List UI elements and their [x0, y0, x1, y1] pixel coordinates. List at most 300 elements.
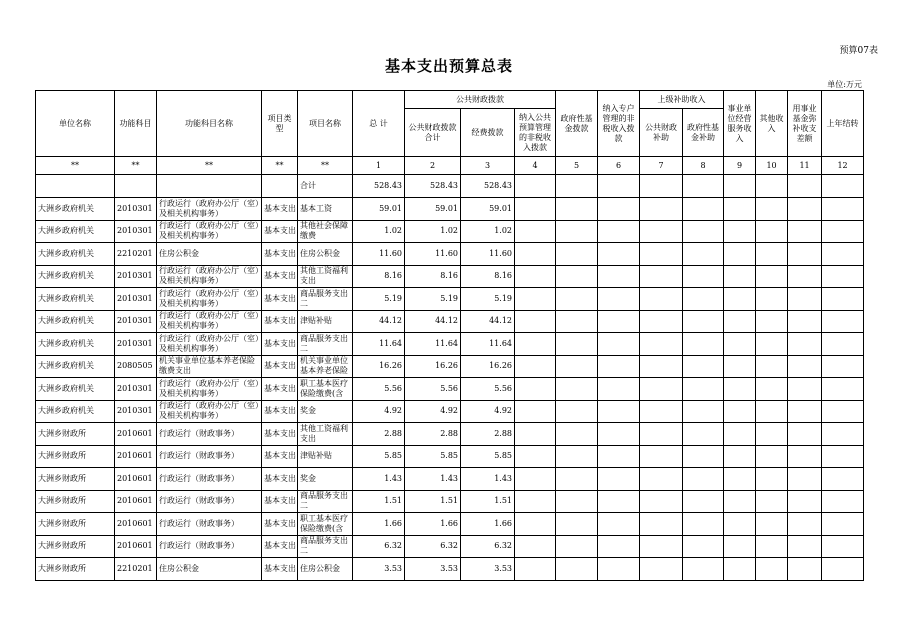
empty-cell — [515, 468, 556, 491]
proj-type-cell: 基本支出 — [262, 400, 298, 423]
total-cell: 5.56 — [353, 378, 405, 401]
func-name-cell: 行政运行（财政事务） — [157, 468, 262, 491]
empty-cell — [683, 535, 724, 558]
proj-name-cell: 商品服务支出二 — [298, 490, 353, 513]
table-cell — [157, 175, 262, 198]
header-fund-cover: 用事业基金弥补收支差额 — [788, 91, 822, 157]
proj-name-cell: 奖金 — [298, 400, 353, 423]
empty-cell — [822, 355, 864, 378]
header-superior: 上级补助收入 — [640, 91, 724, 109]
unit-name-cell: 大洲乡财政所 — [36, 513, 115, 536]
total-cell: 6.32 — [353, 535, 405, 558]
empty-cell — [756, 490, 788, 513]
empty-cell — [515, 198, 556, 221]
empty-cell — [822, 288, 864, 311]
empty-cell — [756, 310, 788, 333]
empty-cell — [788, 490, 822, 513]
funding-cell: 6.32 — [461, 535, 515, 558]
empty-cell — [598, 378, 640, 401]
func-name-cell: 行政运行（政府办公厅（室）及相关机构事务） — [157, 265, 262, 288]
budget-table — [35, 90, 864, 581]
empty-cell — [640, 423, 683, 446]
empty-cell — [556, 220, 598, 243]
empty-cell — [788, 558, 822, 581]
public-cell: 3.53 — [405, 558, 461, 581]
total-cell: 5.85 — [353, 445, 405, 468]
func-code-cell: 2010301 — [115, 378, 157, 401]
empty-cell — [640, 400, 683, 423]
proj-name-cell: 其他工资福利支出 — [298, 423, 353, 446]
empty-cell — [640, 265, 683, 288]
index-cell: 4 — [515, 157, 556, 175]
unit-name-cell: 大洲乡财政所 — [36, 468, 115, 491]
empty-cell — [556, 333, 598, 356]
empty-cell — [598, 265, 640, 288]
empty-cell — [756, 400, 788, 423]
funding-cell: 59.01 — [461, 198, 515, 221]
unit-name-cell: 大洲乡政府机关 — [36, 265, 115, 288]
public-cell: 16.26 — [405, 355, 461, 378]
func-name-cell: 行政运行（财政事务） — [157, 445, 262, 468]
empty-cell — [598, 220, 640, 243]
funding-cell: 16.26 — [461, 355, 515, 378]
proj-type-cell: 基本支出 — [262, 378, 298, 401]
empty-cell — [683, 558, 724, 581]
public-cell: 1.02 — [405, 220, 461, 243]
func-code-cell: 2010601 — [115, 535, 157, 558]
empty-cell — [788, 198, 822, 221]
empty-cell — [556, 243, 598, 266]
empty-cell — [683, 198, 724, 221]
total-public-value: 528.43 — [405, 175, 461, 198]
public-cell: 8.16 — [405, 265, 461, 288]
header-public-finance: 公共财政拨款 — [405, 91, 556, 109]
funding-cell: 1.43 — [461, 468, 515, 491]
empty-cell — [724, 288, 756, 311]
empty-cell — [724, 400, 756, 423]
empty-cell — [640, 535, 683, 558]
empty-cell — [724, 265, 756, 288]
header-non-tax: 纳入公共预算管理的非税收入拨款 — [515, 109, 556, 157]
total-cell: 4.92 — [353, 400, 405, 423]
empty-cell — [640, 288, 683, 311]
empty-cell — [788, 535, 822, 558]
empty-cell — [556, 445, 598, 468]
unit-name-cell: 大洲乡财政所 — [36, 558, 115, 581]
index-cell: 2 — [405, 157, 461, 175]
index-cell: 5 — [556, 157, 598, 175]
empty-cell — [556, 513, 598, 536]
empty-cell — [822, 220, 864, 243]
empty-cell — [683, 333, 724, 356]
empty-cell — [822, 243, 864, 266]
table-cell — [598, 175, 640, 198]
total-value: 528.43 — [353, 175, 405, 198]
proj-type-cell: 基本支出 — [262, 265, 298, 288]
empty-cell — [822, 445, 864, 468]
empty-cell — [640, 333, 683, 356]
table-cell — [788, 175, 822, 198]
header-proj-type: 项目类型 — [262, 91, 298, 157]
empty-cell — [724, 468, 756, 491]
table-row — [36, 378, 864, 401]
index-cell: 10 — [756, 157, 788, 175]
empty-cell — [683, 265, 724, 288]
empty-cell — [640, 490, 683, 513]
empty-cell — [724, 310, 756, 333]
func-name-cell: 行政运行（政府办公厅（室）及相关机构事务） — [157, 310, 262, 333]
table-cell — [262, 175, 298, 198]
header-superior-gov: 政府性基金补助 — [683, 109, 724, 157]
func-code-cell: 2010301 — [115, 265, 157, 288]
func-code-cell: 2210201 — [115, 243, 157, 266]
empty-cell — [515, 490, 556, 513]
func-code-cell: 2010601 — [115, 513, 157, 536]
unit-name-cell: 大洲乡政府机关 — [36, 378, 115, 401]
func-code-cell: 2010301 — [115, 400, 157, 423]
empty-cell — [788, 333, 822, 356]
header-func-name: 功能科目名称 — [157, 91, 262, 157]
proj-type-cell: 基本支出 — [262, 445, 298, 468]
empty-cell — [515, 265, 556, 288]
index-cell: 8 — [683, 157, 724, 175]
empty-cell — [640, 445, 683, 468]
empty-cell — [724, 220, 756, 243]
proj-name-cell: 基本工资 — [298, 198, 353, 221]
header-superior-public: 公共财政补助 — [640, 109, 683, 157]
empty-cell — [756, 355, 788, 378]
func-code-cell: 2010301 — [115, 220, 157, 243]
empty-cell — [788, 310, 822, 333]
header-funding: 经费拨款 — [461, 109, 515, 157]
index-row — [36, 157, 864, 175]
func-name-cell: 行政运行（政府办公厅（室）及相关机构事务） — [157, 333, 262, 356]
public-cell: 6.32 — [405, 535, 461, 558]
proj-type-cell: 基本支出 — [262, 423, 298, 446]
unit-label: 单位:万元 — [827, 80, 862, 89]
func-name-cell: 行政运行（财政事务） — [157, 513, 262, 536]
total-cell: 8.16 — [353, 265, 405, 288]
unit-name-cell: 大洲乡政府机关 — [36, 400, 115, 423]
total-cell: 1.51 — [353, 490, 405, 513]
empty-cell — [515, 400, 556, 423]
index-cell: ** — [262, 157, 298, 175]
empty-cell — [598, 198, 640, 221]
empty-cell — [683, 423, 724, 446]
func-name-cell: 行政运行（政府办公厅（室）及相关机构事务） — [157, 198, 262, 221]
func-code-cell: 2010301 — [115, 288, 157, 311]
empty-cell — [598, 535, 640, 558]
proj-name-cell: 住房公积金 — [298, 243, 353, 266]
page-title: 基本支出预算总表 — [384, 57, 513, 75]
empty-cell — [822, 265, 864, 288]
public-cell: 5.19 — [405, 288, 461, 311]
empty-cell — [556, 265, 598, 288]
public-cell: 2.88 — [405, 423, 461, 446]
empty-cell — [683, 310, 724, 333]
funding-cell: 5.85 — [461, 445, 515, 468]
empty-cell — [515, 355, 556, 378]
proj-type-cell: 基本支出 — [262, 355, 298, 378]
empty-cell — [756, 513, 788, 536]
proj-name-cell: 商品服务支出二 — [298, 535, 353, 558]
table-row — [36, 243, 864, 266]
empty-cell — [515, 513, 556, 536]
table-row — [36, 400, 864, 423]
proj-name-cell: 机关事业单位基本养老保险 — [298, 355, 353, 378]
empty-cell — [724, 378, 756, 401]
unit-name-cell: 大洲乡政府机关 — [36, 220, 115, 243]
empty-cell — [598, 310, 640, 333]
header-other: 其他收入 — [756, 91, 788, 157]
total-funding-value: 528.43 — [461, 175, 515, 198]
unit-name-cell: 大洲乡政府机关 — [36, 243, 115, 266]
empty-cell — [556, 490, 598, 513]
func-code-cell: 2010301 — [115, 198, 157, 221]
proj-type-cell: 基本支出 — [262, 468, 298, 491]
empty-cell — [556, 288, 598, 311]
index-cell: ** — [115, 157, 157, 175]
empty-cell — [640, 310, 683, 333]
empty-cell — [822, 535, 864, 558]
empty-cell — [756, 535, 788, 558]
index-cell: 3 — [461, 157, 515, 175]
empty-cell — [788, 400, 822, 423]
unit-name-cell: 大洲乡财政所 — [36, 423, 115, 446]
proj-type-cell: 基本支出 — [262, 490, 298, 513]
public-cell: 5.56 — [405, 378, 461, 401]
empty-cell — [515, 243, 556, 266]
empty-cell — [683, 468, 724, 491]
proj-type-cell: 基本支出 — [262, 220, 298, 243]
empty-cell — [515, 310, 556, 333]
form-number: 预算07表 — [839, 46, 878, 56]
total-cell: 11.60 — [353, 243, 405, 266]
empty-cell — [822, 198, 864, 221]
proj-type-cell: 基本支出 — [262, 513, 298, 536]
empty-cell — [598, 355, 640, 378]
unit-name-cell: 大洲乡财政所 — [36, 535, 115, 558]
empty-cell — [683, 513, 724, 536]
index-cell: 1 — [353, 157, 405, 175]
table-row — [36, 423, 864, 446]
empty-cell — [515, 535, 556, 558]
empty-cell — [822, 333, 864, 356]
header-proj-name: 项目名称 — [298, 91, 353, 157]
empty-cell — [788, 513, 822, 536]
table-row — [36, 490, 864, 513]
total-cell: 5.19 — [353, 288, 405, 311]
table-row — [36, 198, 864, 221]
func-code-cell: 2010601 — [115, 490, 157, 513]
empty-cell — [822, 400, 864, 423]
func-name-cell: 住房公积金 — [157, 558, 262, 581]
table-cell — [822, 175, 864, 198]
table-row — [36, 513, 864, 536]
func-name-cell: 行政运行（政府办公厅（室）及相关机构事务） — [157, 400, 262, 423]
index-cell: 12 — [822, 157, 864, 175]
empty-cell — [598, 445, 640, 468]
empty-cell — [556, 310, 598, 333]
unit-name-cell: 大洲乡政府机关 — [36, 198, 115, 221]
func-code-cell: 2010601 — [115, 468, 157, 491]
empty-cell — [788, 445, 822, 468]
table-row — [36, 310, 864, 333]
empty-cell — [515, 333, 556, 356]
total-cell: 1.02 — [353, 220, 405, 243]
empty-cell — [756, 423, 788, 446]
unit-name-cell: 大洲乡政府机关 — [36, 288, 115, 311]
table-row — [36, 355, 864, 378]
header-public-finance-total: 公共财政拨款合计 — [405, 109, 461, 157]
empty-cell — [724, 535, 756, 558]
table-cell — [556, 175, 598, 198]
empty-cell — [598, 468, 640, 491]
empty-cell — [598, 490, 640, 513]
header-gov-fund: 政府性基金拨款 — [556, 91, 598, 157]
empty-cell — [756, 220, 788, 243]
empty-cell — [724, 423, 756, 446]
proj-name-cell: 津贴补贴 — [298, 445, 353, 468]
proj-type-cell: 基本支出 — [262, 310, 298, 333]
proj-name-cell: 住房公积金 — [298, 558, 353, 581]
empty-cell — [598, 243, 640, 266]
public-cell: 11.64 — [405, 333, 461, 356]
empty-cell — [683, 490, 724, 513]
func-name-cell: 行政运行（财政事务） — [157, 535, 262, 558]
empty-cell — [724, 513, 756, 536]
total-cell: 2.88 — [353, 423, 405, 446]
empty-cell — [598, 558, 640, 581]
empty-cell — [788, 265, 822, 288]
empty-cell — [556, 198, 598, 221]
empty-cell — [788, 243, 822, 266]
total-cell: 1.43 — [353, 468, 405, 491]
empty-cell — [822, 468, 864, 491]
header-unit-name: 单位名称 — [36, 91, 115, 157]
empty-cell — [556, 423, 598, 446]
unit-name-cell: 大洲乡财政所 — [36, 445, 115, 468]
empty-cell — [822, 310, 864, 333]
proj-type-cell: 基本支出 — [262, 558, 298, 581]
empty-cell — [683, 220, 724, 243]
empty-cell — [683, 288, 724, 311]
empty-cell — [756, 378, 788, 401]
total-cell: 16.26 — [353, 355, 405, 378]
empty-cell — [640, 220, 683, 243]
empty-cell — [788, 423, 822, 446]
total-cell: 3.53 — [353, 558, 405, 581]
funding-cell: 1.66 — [461, 513, 515, 536]
func-name-cell: 行政运行（政府办公厅（室）及相关机构事务） — [157, 288, 262, 311]
empty-cell — [556, 355, 598, 378]
empty-cell — [515, 423, 556, 446]
func-code-cell: 2010601 — [115, 423, 157, 446]
total-cell: 11.64 — [353, 333, 405, 356]
funding-cell: 3.53 — [461, 558, 515, 581]
func-code-cell: 2210201 — [115, 558, 157, 581]
empty-cell — [515, 445, 556, 468]
table-cell — [115, 175, 157, 198]
empty-cell — [756, 288, 788, 311]
empty-cell — [822, 378, 864, 401]
proj-type-cell: 基本支出 — [262, 198, 298, 221]
empty-cell — [822, 558, 864, 581]
empty-cell — [556, 400, 598, 423]
empty-cell — [756, 333, 788, 356]
funding-cell: 8.16 — [461, 265, 515, 288]
funding-cell: 1.02 — [461, 220, 515, 243]
funding-cell: 44.12 — [461, 310, 515, 333]
table-cell — [36, 175, 115, 198]
funding-cell: 4.92 — [461, 400, 515, 423]
table-row — [36, 535, 864, 558]
func-code-cell: 2010301 — [115, 310, 157, 333]
table-cell — [515, 175, 556, 198]
empty-cell — [822, 423, 864, 446]
empty-cell — [640, 513, 683, 536]
funding-cell: 5.19 — [461, 288, 515, 311]
header-business: 事业单位经营服务收入 — [724, 91, 756, 157]
empty-cell — [556, 535, 598, 558]
func-code-cell: 2010301 — [115, 333, 157, 356]
total-cell: 44.12 — [353, 310, 405, 333]
unit-name-cell: 大洲乡财政所 — [36, 490, 115, 513]
total-row — [36, 175, 864, 198]
header-special-non-tax: 纳入专户管理的非税收入拨款 — [598, 91, 640, 157]
empty-cell — [822, 513, 864, 536]
empty-cell — [598, 513, 640, 536]
func-name-cell: 行政运行（政府办公厅（室）及相关机构事务） — [157, 378, 262, 401]
header-func-code: 功能科目 — [115, 91, 157, 157]
index-cell: 6 — [598, 157, 640, 175]
empty-cell — [515, 558, 556, 581]
empty-cell — [788, 378, 822, 401]
public-cell: 44.12 — [405, 310, 461, 333]
table-cell — [724, 175, 756, 198]
table-cell — [683, 175, 724, 198]
header-total: 总 计 — [353, 91, 405, 157]
empty-cell — [724, 490, 756, 513]
proj-name-cell: 奖金 — [298, 468, 353, 491]
empty-cell — [556, 378, 598, 401]
empty-cell — [724, 333, 756, 356]
proj-name-cell: 津贴补贴 — [298, 310, 353, 333]
proj-name-cell: 商品服务支出二 — [298, 288, 353, 311]
empty-cell — [822, 490, 864, 513]
table-row — [36, 558, 864, 581]
empty-cell — [515, 220, 556, 243]
empty-cell — [788, 468, 822, 491]
empty-cell — [683, 243, 724, 266]
table-row — [36, 288, 864, 311]
empty-cell — [598, 400, 640, 423]
func-code-cell: 2080505 — [115, 355, 157, 378]
table-cell — [756, 175, 788, 198]
public-cell: 5.85 — [405, 445, 461, 468]
total-cell: 1.66 — [353, 513, 405, 536]
public-cell: 11.60 — [405, 243, 461, 266]
total-label: 合计 — [298, 175, 353, 198]
empty-cell — [788, 355, 822, 378]
empty-cell — [724, 198, 756, 221]
index-cell: ** — [36, 157, 115, 175]
total-cell: 59.01 — [353, 198, 405, 221]
func-name-cell: 行政运行（政府办公厅（室）及相关机构事务） — [157, 220, 262, 243]
header-carryover: 上年结转 — [822, 91, 864, 157]
index-cell: ** — [298, 157, 353, 175]
proj-name-cell: 职工基本医疗保险缴费(含 — [298, 378, 353, 401]
